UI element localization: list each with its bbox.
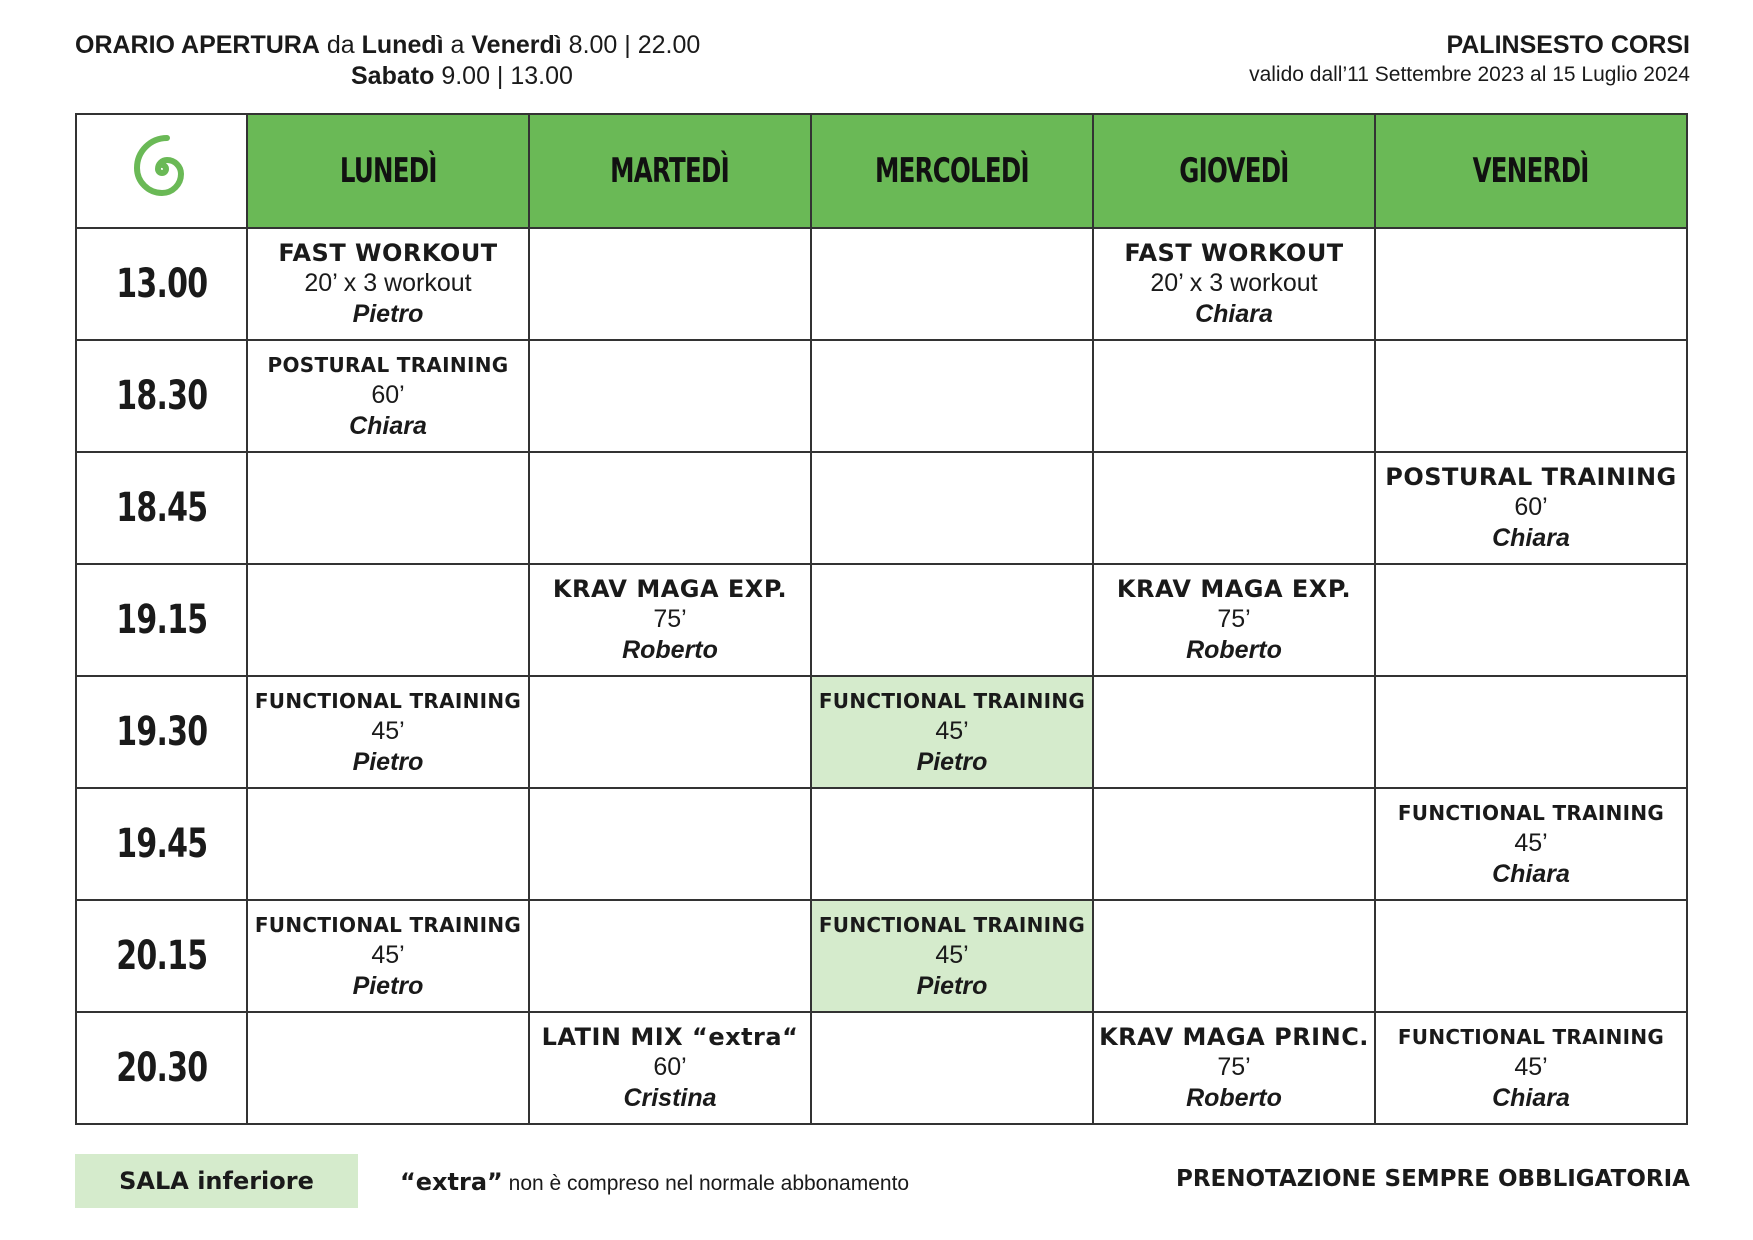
course-name: FAST WORKOUT [1124, 239, 1344, 267]
course-trainer: Chiara [349, 412, 427, 440]
course-duration: 60’ [653, 1053, 687, 1081]
time-slot-row [76, 340, 1687, 452]
time-label: 13.00 [115, 261, 208, 307]
time-cell [76, 452, 247, 564]
course-duration: 45’ [1514, 829, 1548, 857]
da-word: da [326, 31, 355, 59]
empty-cell [811, 564, 1093, 676]
course-name: FUNCTIONAL TRAINING [1397, 1025, 1665, 1049]
course-cell [1375, 1012, 1687, 1124]
empty-cell [1375, 340, 1687, 452]
course-cell [529, 564, 811, 676]
course-duration: 20’ x 3 workout [1150, 269, 1318, 297]
course-trainer: Chiara [1492, 860, 1570, 888]
saturday-label: Sabato [351, 62, 435, 90]
empty-cell [811, 452, 1093, 564]
course-duration: 60’ [371, 381, 405, 409]
page-title: PALINSESTO CORSI [1446, 31, 1690, 59]
green-spiral-logo-icon [122, 129, 202, 209]
course-cell [1375, 788, 1687, 900]
time-cell [76, 340, 247, 452]
opening-label: ORARIO APERTURA [75, 31, 320, 59]
course-schedule-table [75, 113, 1688, 1125]
course-trainer: Chiara [1195, 300, 1273, 328]
course-duration: 20’ x 3 workout [304, 269, 472, 297]
course-name: FAST WORKOUT [278, 239, 498, 267]
course-trainer: Roberto [1186, 1084, 1282, 1112]
course-name: FUNCTIONAL TRAINING [818, 913, 1086, 937]
time-slot-row [76, 676, 1687, 788]
course-cell [247, 900, 529, 1012]
time-label: 19.30 [115, 709, 208, 755]
day-header-4 [1093, 114, 1375, 228]
course-name: LATIN MIX “extra“ [541, 1023, 799, 1051]
course-trainer: Chiara [1492, 524, 1570, 552]
empty-cell [1093, 788, 1375, 900]
time-cell [76, 1012, 247, 1124]
empty-cell [811, 340, 1093, 452]
course-cell [1093, 564, 1375, 676]
weekday-from: Lunedì [361, 31, 444, 59]
course-trainer: Roberto [1186, 636, 1282, 664]
course-duration: 45’ [1514, 1053, 1548, 1081]
empty-cell [247, 564, 529, 676]
course-duration: 45’ [371, 941, 405, 969]
day-header-2 [529, 114, 811, 228]
empty-cell [529, 676, 811, 788]
empty-cell [529, 228, 811, 340]
time-slot-row [76, 228, 1687, 340]
weekday-to: Venerdì [471, 31, 562, 59]
day-header-5 [1375, 114, 1687, 228]
course-name: POSTURAL TRAINING [267, 353, 509, 377]
course-cell [247, 676, 529, 788]
sala-inferiore-legend [75, 1154, 358, 1208]
empty-cell [529, 340, 811, 452]
day-header-row [76, 114, 1687, 228]
time-slot-row [76, 452, 1687, 564]
course-duration: 45’ [935, 941, 969, 969]
course-cell [811, 676, 1093, 788]
course-cell [529, 1012, 811, 1124]
course-trainer: Pietro [916, 972, 988, 1000]
time-label: 19.15 [115, 597, 208, 643]
schedule-header [1249, 30, 1690, 89]
time-label: 20.30 [115, 1045, 208, 1091]
extra-word: “extra” [400, 1168, 503, 1196]
time-label: 20.15 [115, 933, 208, 979]
extra-note [400, 1168, 909, 1196]
course-duration: 75’ [1217, 1053, 1251, 1081]
time-cell [76, 676, 247, 788]
empty-cell [1093, 340, 1375, 452]
empty-cell [1375, 564, 1687, 676]
empty-cell [1093, 900, 1375, 1012]
booking-note: PRENOTAZIONE SEMPRE OBBLIGATORIA [1175, 1166, 1690, 1192]
time-cell [76, 564, 247, 676]
course-cell [811, 900, 1093, 1012]
extra-note-text: non è compreso nel normale abbonamento [508, 1172, 910, 1195]
empty-cell [1375, 900, 1687, 1012]
empty-cell [247, 788, 529, 900]
empty-cell [1375, 228, 1687, 340]
weekday-hours: 8.00 | 22.00 [568, 31, 701, 59]
time-slot-row [76, 788, 1687, 900]
course-trainer: Pietro [352, 748, 424, 776]
opening-hours [75, 30, 700, 92]
empty-cell [529, 788, 811, 900]
course-name: POSTURAL TRAINING [1385, 463, 1677, 491]
course-duration: 45’ [935, 717, 969, 745]
day-label: GIOVEDÌ [1179, 151, 1289, 191]
logo-cell [76, 114, 247, 228]
day-label: MARTEDÌ [610, 151, 730, 191]
time-cell [76, 788, 247, 900]
course-duration: 60’ [1514, 493, 1548, 521]
empty-cell [1375, 676, 1687, 788]
empty-cell [811, 788, 1093, 900]
time-label: 19.45 [115, 821, 208, 867]
day-header-1 [247, 114, 529, 228]
course-name: FUNCTIONAL TRAINING [818, 689, 1086, 713]
validity-text: valido dall’11 Settembre 2023 al 15 Luglio 2024 [1249, 63, 1690, 86]
course-name: FUNCTIONAL TRAINING [254, 689, 522, 713]
course-name: KRAV MAGA EXP. [552, 575, 788, 603]
course-cell [247, 340, 529, 452]
empty-cell [247, 452, 529, 564]
empty-cell [1093, 676, 1375, 788]
course-trainer: Roberto [622, 636, 718, 664]
time-cell [76, 228, 247, 340]
course-trainer: Pietro [916, 748, 988, 776]
course-name: FUNCTIONAL TRAINING [1397, 801, 1665, 825]
empty-cell [811, 228, 1093, 340]
time-cell [76, 900, 247, 1012]
day-label: VENERDÌ [1472, 151, 1590, 191]
course-cell [1093, 228, 1375, 340]
course-trainer: Cristina [623, 1084, 717, 1112]
time-label: 18.45 [115, 485, 208, 531]
course-duration: 75’ [653, 605, 687, 633]
course-cell [247, 228, 529, 340]
time-slot-row [76, 1012, 1687, 1124]
course-name: FUNCTIONAL TRAINING [254, 913, 522, 937]
course-name: KRAV MAGA EXP. [1116, 575, 1352, 603]
course-duration: 45’ [371, 717, 405, 745]
empty-cell [811, 1012, 1093, 1124]
course-trainer: Chiara [1492, 1084, 1570, 1112]
course-duration: 75’ [1217, 605, 1251, 633]
course-cell [1093, 1012, 1375, 1124]
time-label: 18.30 [115, 373, 208, 419]
saturday-hours: 9.00 | 13.00 [441, 62, 573, 90]
day-header-3 [811, 114, 1093, 228]
day-label: MERCOLEDÌ [875, 151, 1029, 191]
course-trainer: Pietro [352, 972, 424, 1000]
time-slot-row [76, 564, 1687, 676]
sala-legend-label: SALA inferiore [119, 1167, 314, 1195]
course-name: KRAV MAGA PRINC. [1099, 1023, 1369, 1051]
a-word: a [450, 31, 465, 59]
day-label: LUNEDÌ [339, 151, 437, 191]
course-cell [1375, 452, 1687, 564]
empty-cell [529, 452, 811, 564]
empty-cell [529, 900, 811, 1012]
empty-cell [247, 1012, 529, 1124]
empty-cell [1093, 452, 1375, 564]
course-trainer: Pietro [352, 300, 424, 328]
time-slot-row [76, 900, 1687, 1012]
